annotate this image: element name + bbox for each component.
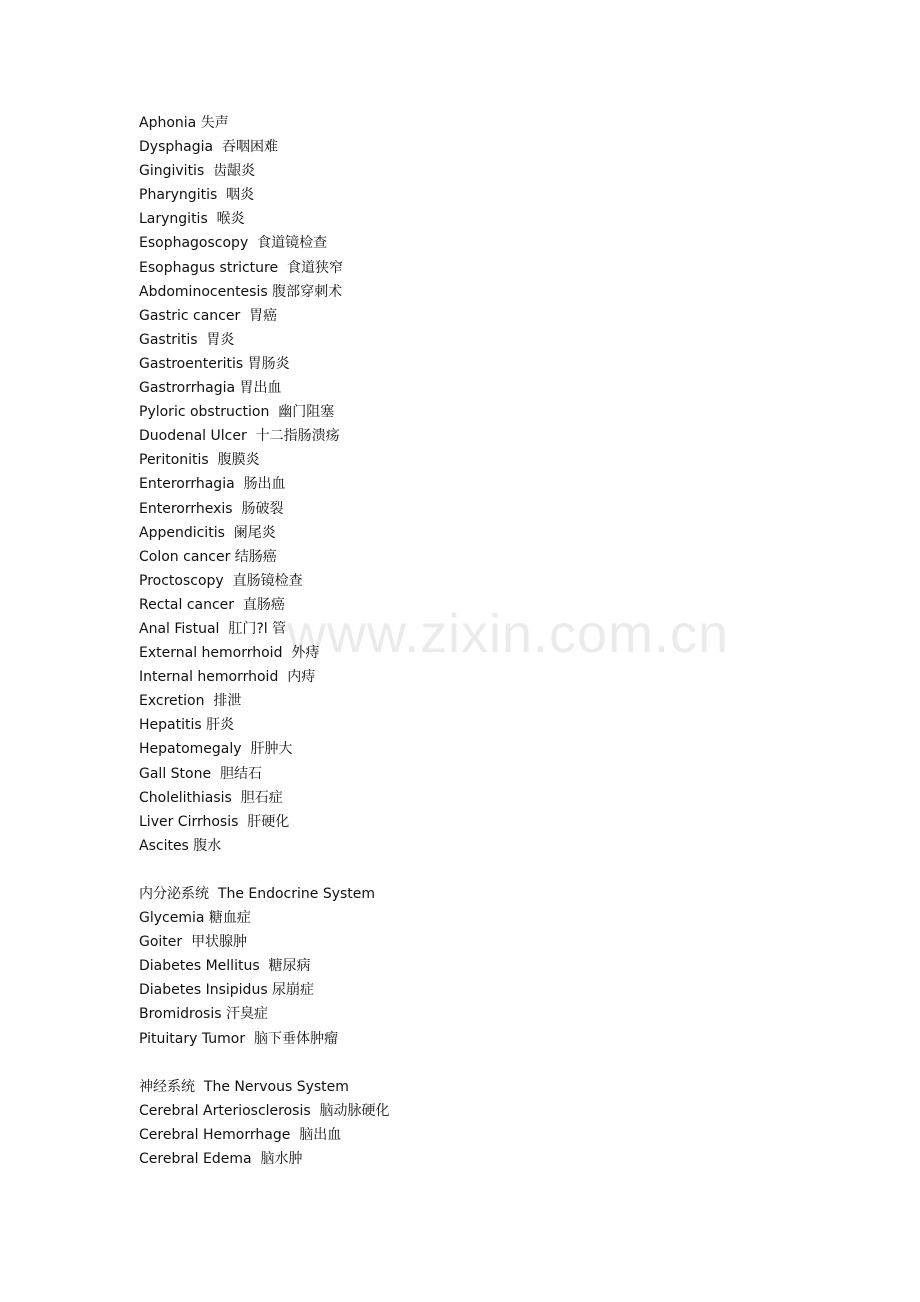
section-endocrine (139, 882, 779, 1051)
text-line: Duodenal Ulcer 十二指肠溃疡 (139, 428, 340, 445)
text-line: Aphonia 失声 (139, 115, 229, 131)
text-line: Hepatomegaly 肝肿大 (139, 741, 293, 758)
text-line: Laryngitis 喉炎 (139, 211, 245, 228)
text-line: Hepatitis 肝炎 (139, 717, 235, 734)
section-heading: 内分泌系统 The Endocrine System (139, 886, 376, 902)
section-heading: 神经系统 The Nervous System (139, 1078, 349, 1095)
text-line: Cerebral Edema 脑水肿 (139, 1151, 303, 1168)
text-line: Abdominocentesis 腹部穿刺术 (139, 283, 343, 300)
text-line: Gastroenteritis 胃肠炎 (139, 355, 290, 372)
text-line: Rectal cancer 直肠癌 (139, 596, 285, 613)
section-digestive (139, 111, 779, 858)
paragraph-gap (139, 1051, 779, 1075)
text-line: Esophagus stricture 食道狭窄 (139, 259, 343, 276)
text-line: Esophagoscopy 食道镜检查 (139, 235, 328, 252)
text-line: Appendicitis 阑尾炎 (139, 524, 276, 541)
text-line: Colon cancer 结肠癌 (139, 548, 277, 565)
text-line: Internal hemorrhoid 内痔 (139, 669, 316, 686)
text-line: Gastritis 胃炎 (139, 331, 235, 348)
text-line: Cerebral Arteriosclerosis 脑动脉硬化 (139, 1102, 390, 1119)
text-line: Diabetes Mellitus 糖尿病 (139, 958, 311, 975)
text-line: Peritonitis 腹膜炎 (139, 452, 260, 469)
text-line: Anal Fistual 肛门?l 管 (139, 620, 287, 637)
text-line: Cholelithiasis 胆石症 (139, 789, 283, 806)
text-line: Glycemia 糖血症 (139, 910, 251, 927)
text-line: Pituitary Tumor 脑下垂体肿瘤 (139, 1030, 338, 1047)
text-line: Liver Cirrhosis 肝硬化 (139, 813, 290, 830)
text-line: Dysphagia 吞咽困难 (139, 139, 278, 156)
text-line: Gingivitis 齿龈炎 (139, 163, 256, 180)
text-line: Gall Stone 胆结石 (139, 765, 262, 782)
text-line: Ascites 腹水 (139, 837, 222, 854)
text-line: Gastrorrhagia 胃出血 (139, 380, 282, 397)
text-line: Pharyngitis 咽炎 (139, 187, 255, 204)
paragraph-gap (139, 858, 779, 882)
document-body (139, 111, 779, 1171)
text-line: Pyloric obstruction 幽门阻塞 (139, 404, 335, 421)
text-line: Diabetes Insipidus 尿崩症 (139, 982, 315, 999)
watermark: www.zixin.com.cn (287, 604, 730, 664)
section-nervous (139, 1075, 779, 1171)
text-line: Proctoscopy 直肠镜检查 (139, 572, 303, 589)
text-line: Excretion 排泄 (139, 693, 242, 710)
text-line: Bromidrosis 汗臭症 (139, 1006, 268, 1023)
text-line: Gastric cancer 胃癌 (139, 307, 278, 324)
text-line: External hemorrhoid 外痔 (139, 645, 320, 662)
text-line: Enterorrhagia 肠出血 (139, 476, 286, 493)
text-line: Cerebral Hemorrhage 脑出血 (139, 1126, 342, 1143)
text-line: Goiter 甲状腺肿 (139, 934, 248, 951)
text-line: Enterorrhexis 肠破裂 (139, 500, 284, 517)
